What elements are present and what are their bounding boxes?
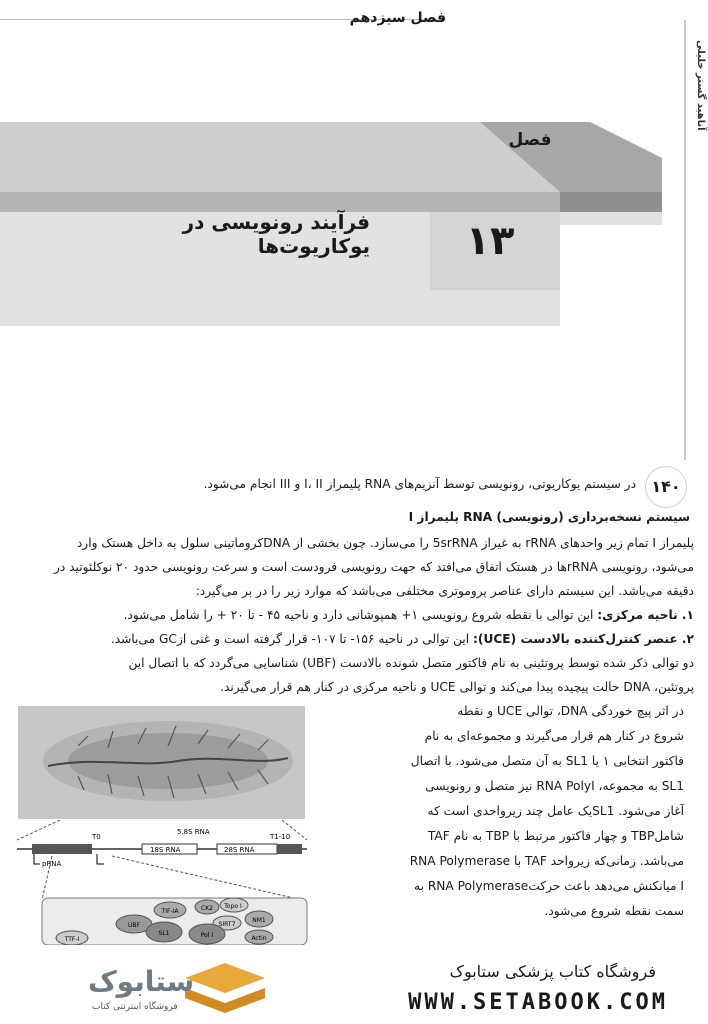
text-line: دو توالی ذکر شده توسط پروتئینی به نام فاکتور متصل شونده بالادست (UBF) شناسایی می‌گردد که با اتصال این (128, 656, 694, 670)
text-line: SL1 به مجموعه، RNA PolyI نیز متصل و رونویسی (425, 779, 684, 793)
chapter-title: فرآیند رونویسی در یوکاریوت‌ها (182, 210, 370, 258)
t0-label: T0 (92, 833, 101, 841)
text-line: می‌باشد. زمانی‌که زیرواحد TAF با RNA Polymerase (409, 854, 684, 868)
text-line: شروع در کنار هم قرار می‌گیرند و مجموعه‌ای به نام (424, 729, 684, 743)
text-line: در اثر پیچ خوردگی DNA، توالی UCE و نقطه (457, 704, 684, 718)
text-line: پلیمراز I تمام زیر واحدهای rRNA به غیراز 5srRNA را می‌سازد. چون بخشی از DNAکروماتینی سلول به داخل هستک وارد (76, 536, 694, 550)
tifia-label: TIF-IA (161, 908, 179, 915)
prna-label: pRNA (42, 860, 62, 868)
footer-url[interactable]: WWW.SETABOOK.COM (408, 990, 668, 1015)
nm1-label: NM1 (252, 917, 266, 924)
sl1-label: SL1 (158, 930, 170, 937)
ck2-label: CK2 (201, 905, 213, 912)
ubf-label: UBF (128, 922, 140, 929)
paragraph-3 (314, 699, 684, 924)
t110-label: T1-10 (270, 833, 291, 841)
section-title: سیستم نسخه‌برداری (رونویسی) RNA پلیمراز I (408, 510, 690, 524)
logo-mark-icon (180, 958, 275, 1018)
list-item-text: این توالی در ناحیه ۱۵۶- تا ۱۰۷- قرار گرفته است و غنی ازGC می‌باشد. (110, 632, 474, 646)
electron-micrograph (18, 706, 305, 819)
text-line: سمت نقطه شروع می‌شود. (544, 904, 684, 918)
text-line: می‌شود، رونویسی rRNAها در هستک اتفاق می‌افتد که جهت رونویسی فرودست است و سرعت رونویسی حدود ۲۰ نوکلئوتید در (53, 560, 694, 574)
sirt7-label: SIRT7 (218, 921, 236, 928)
text-line: شاملTBP و چهار فاکتور مرتبط با TBP به نام TAF (427, 829, 684, 843)
actin-label: Actin (251, 935, 267, 942)
margin-line (684, 20, 686, 460)
text-line: دقیقه می‌باشد. این سیستم دارای عناصر پروموتری مختلفی می‌باشد که موارد زیر را در بر می‌گیرد: (195, 584, 694, 598)
logo-wordmark: ستابوک (88, 965, 195, 998)
chapter-word: فصل (508, 130, 552, 150)
rdna-diagram (12, 820, 312, 945)
chapter-number: ۱۳ (465, 218, 515, 264)
topo-label: Topo I (224, 903, 242, 910)
ttfi-label: TTF-I (64, 936, 80, 943)
paragraph-1 (14, 531, 694, 699)
pol1-label: Pol I (200, 932, 214, 939)
intro-paragraph: در سیستم یوکاریوتی، رونویسی توسط آنزیم‌های RNA پلیمراز I، II و III انجام می‌شود. (203, 477, 636, 491)
author-name: آناهید گستر خلیلی (695, 40, 706, 131)
list-item-label: ۲. عنصر کنترل‌کننده بالادست (UCE): (473, 632, 694, 646)
list-item (14, 603, 694, 627)
text-line: فاکتور انتخابی ۱ یا SL1 به آن متصل می‌شود. با اتصال (410, 754, 684, 768)
list-item (14, 627, 694, 651)
text-line: پروتئین، DNA حالت پیچیده پیدا می‌کند و توالی UCE و ناحیه مرکزی در کنار هم قرار می‌گیرند. (220, 680, 694, 694)
text-line: I میانکنش می‌دهد باعث حرکتRNA Polymerase به (414, 879, 684, 893)
running-header: فصل سیزدهم (349, 10, 446, 26)
list-item-label: ۱. ناحیه مرکزی: (597, 608, 694, 622)
18s-label: 18S RNA (150, 846, 181, 854)
page-number: ۱۴۰ (645, 466, 687, 508)
text-line: آغاز می‌شود. SL1یک عامل چند زیرواحدی است که (427, 804, 684, 818)
28s-label: 28S RNA (224, 846, 255, 854)
list-item-text: این توالی با نقطه شروع رونویسی ۱+ همپوشانی دارد و ناحیه ۴۵ - تا ۲۰ + را شامل می‌شود. (123, 608, 598, 622)
logo-tagline: فروشگاه اینترنتی کتاب (92, 1002, 178, 1012)
58s-label: 5.8S RNA (177, 828, 210, 836)
footer-shop-name: فروشگاه کتاب پزشکی ستابوک (449, 962, 656, 981)
igs-block (32, 844, 92, 854)
terminator-block (277, 844, 302, 854)
